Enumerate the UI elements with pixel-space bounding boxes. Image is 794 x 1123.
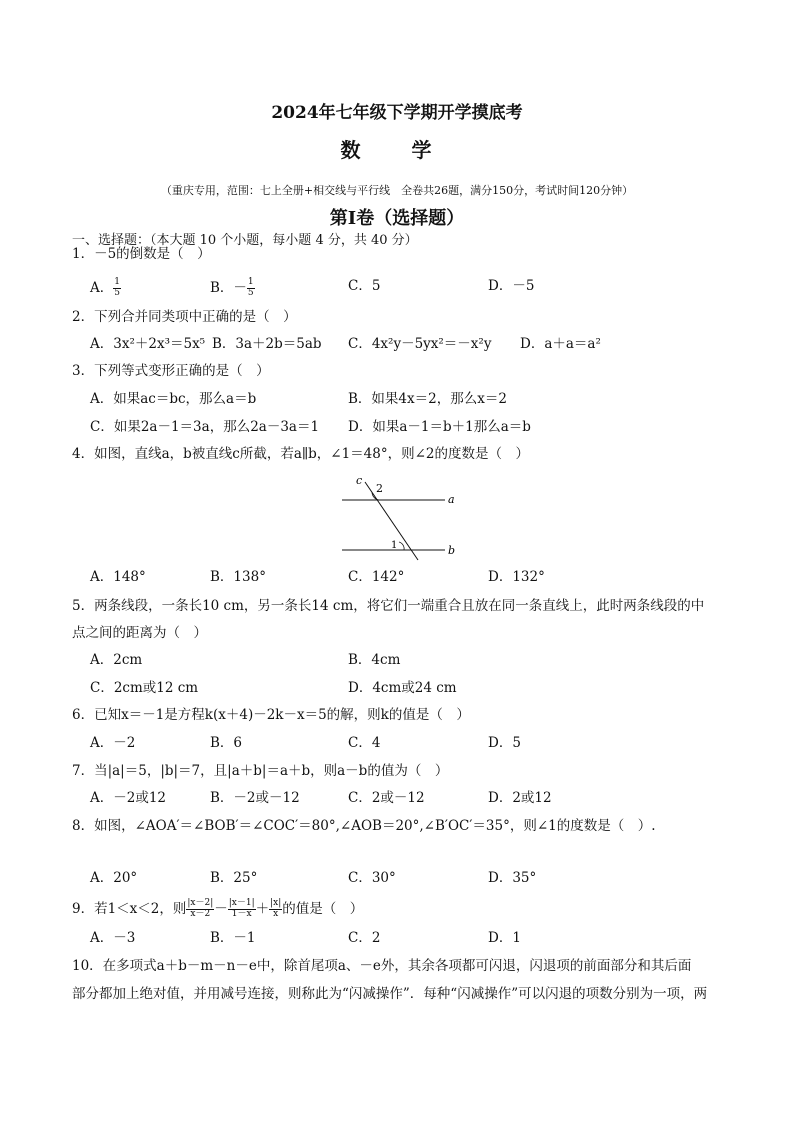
q9-option-c: C．2: [348, 930, 381, 946]
q9-stem-suffix: 的值是（ ）: [282, 900, 364, 917]
question-2: 2．下列合并同类项中正确的是（ ）: [72, 309, 297, 325]
question-10-line-2: 部分都加上绝对值，并用减号连接，则称此为“闪减操作”．每种“闪减操作”可以闪退的项数分别为一项，两: [72, 986, 708, 1002]
line-b-label: b: [448, 544, 456, 557]
q1-option-c: C．5: [348, 278, 381, 294]
q3-option-c: C．如果2a－1＝3a，那么2a－3a＝1: [90, 419, 320, 435]
q5-option-d: D．4cm或24 cm: [348, 680, 457, 696]
line-a-label: a: [448, 493, 455, 506]
q4-option-b: B．138°: [210, 569, 266, 585]
question-8: 8．如图，∠AOA′＝∠BOB′＝∠COC′＝80°,∠AOB＝20°,∠B′OC′＝35°，则∠1的度数是（ ）.: [72, 818, 656, 834]
q8-option-c: C．30°: [348, 870, 396, 886]
angle-1-label: 1: [391, 540, 398, 551]
question-3: 3．下列等式变形正确的是（ ）: [72, 363, 270, 379]
question-6: 6．已知x＝－1是方程k(x＋4)－2k－x＝5的解，则k的值是（ ）: [72, 707, 470, 723]
parallel-lines-figure: [330, 470, 470, 565]
q9-option-b: B．－1: [210, 930, 256, 946]
q2-option-d: D．a＋a＝a²: [520, 336, 601, 352]
q2-option-b: B．3a＋2b＝5ab: [212, 336, 322, 352]
q6-option-b: B．6: [210, 735, 243, 751]
q1-option-a: A． $\frac{1}{5}$: [90, 277, 120, 298]
q7-option-d: D．2或12: [488, 790, 552, 806]
q9-fraction-1: $\frac{|x-2|}{x-2}$: [187, 898, 214, 919]
q8-option-d: D．35°: [488, 870, 537, 886]
question-10-line-1: 10．在多项式a＋b－m－n－e中，除首尾项a、－e外，其余各项都可闪退，闪退项的前面部分和其后面: [72, 958, 692, 974]
q9-fraction-3: $\frac{|x|}{x}$: [270, 898, 282, 919]
q3-option-d: D．如果a－1＝b＋1那么a＝b: [348, 419, 531, 435]
q9-option-a: A．－3: [90, 930, 136, 946]
q1-option-d: D．－5: [488, 278, 535, 294]
question-7: 7．当|a|＝5，|b|＝7，且|a＋b|＝a＋b，则a－b的值为（ ）: [72, 763, 449, 779]
q9-option-d: D．1: [488, 930, 521, 946]
question-5-line-1: 5．两条线段，一条长10 cm，另一条长14 cm，将它们一端重合且放在同一条直线上，此时两条线段的中: [72, 598, 705, 614]
q5-option-c: C．2cm或12 cm: [90, 680, 199, 696]
q8-option-a: A．20°: [90, 870, 138, 886]
question-1: 1．－5的倒数是（ ）: [72, 246, 211, 262]
question-4: 4．如图，直线a，b被直线c所截，若a∥b，∠1＝48°，则∠2的度数是（ ）: [72, 446, 529, 462]
q7-option-c: C．2或－12: [348, 790, 425, 806]
q4-option-c: C．142°: [348, 569, 405, 585]
question-5-line-2: 点之间的距离为（ ）: [72, 625, 207, 641]
exam-scope: （重庆专用，范围：七上全册+相交线与平行线 全卷共26题，满分150分，考试时间120分钟）: [160, 184, 634, 197]
volume-title: 第Ⅰ卷（选择题）: [329, 208, 465, 229]
q4-option-a: A．148°: [90, 569, 146, 585]
q6-option-a: A．－2: [90, 735, 136, 751]
q1-option-b: B．－ $\frac{1}{5}$: [210, 277, 254, 298]
line-c-label: c: [356, 474, 363, 487]
q7-option-a: A．－2或12: [90, 790, 167, 806]
q4-option-d: D．132°: [488, 569, 545, 585]
q8-option-b: B．25°: [210, 870, 258, 886]
q6-option-c: C．4: [348, 735, 381, 751]
q3-option-b: B．如果4x＝2，那么x＝2: [348, 391, 507, 407]
q9-fraction-2: $\frac{|x-1|}{1-x}$: [228, 898, 255, 919]
q5-option-a: A．2cm: [90, 652, 143, 668]
q2-option-c: C．4x²y－5yx²＝－x²y: [348, 336, 492, 352]
q2-option-a: A．3x²＋2x³＝5x⁵: [90, 336, 206, 352]
exam-title: 2024年七年级下学期开学摸底考: [271, 103, 523, 123]
section-heading: 一、选择题：（本大题 10 个小题，每小题 4 分，共 40 分）: [72, 233, 418, 248]
q5-option-b: B．4cm: [348, 652, 401, 668]
q3-option-a: A．如果ac＝bc，那么a＝b: [90, 391, 257, 407]
question-9: 9．若1＜x＜2，则 $\frac{|x-2|}{x-2}$ － $\frac{|x-1|}{1-x}$ ＋ $\frac{|x|}{x}$ 的值是（ ）: [72, 898, 364, 919]
q6-option-d: D．5: [488, 735, 521, 751]
q9-stem-prefix: 9．若1＜x＜2，则: [72, 900, 187, 917]
q7-option-b: B．－2或－12: [210, 790, 300, 806]
subject-title: 数 学: [340, 138, 454, 162]
angle-2-label: 2: [376, 482, 383, 495]
